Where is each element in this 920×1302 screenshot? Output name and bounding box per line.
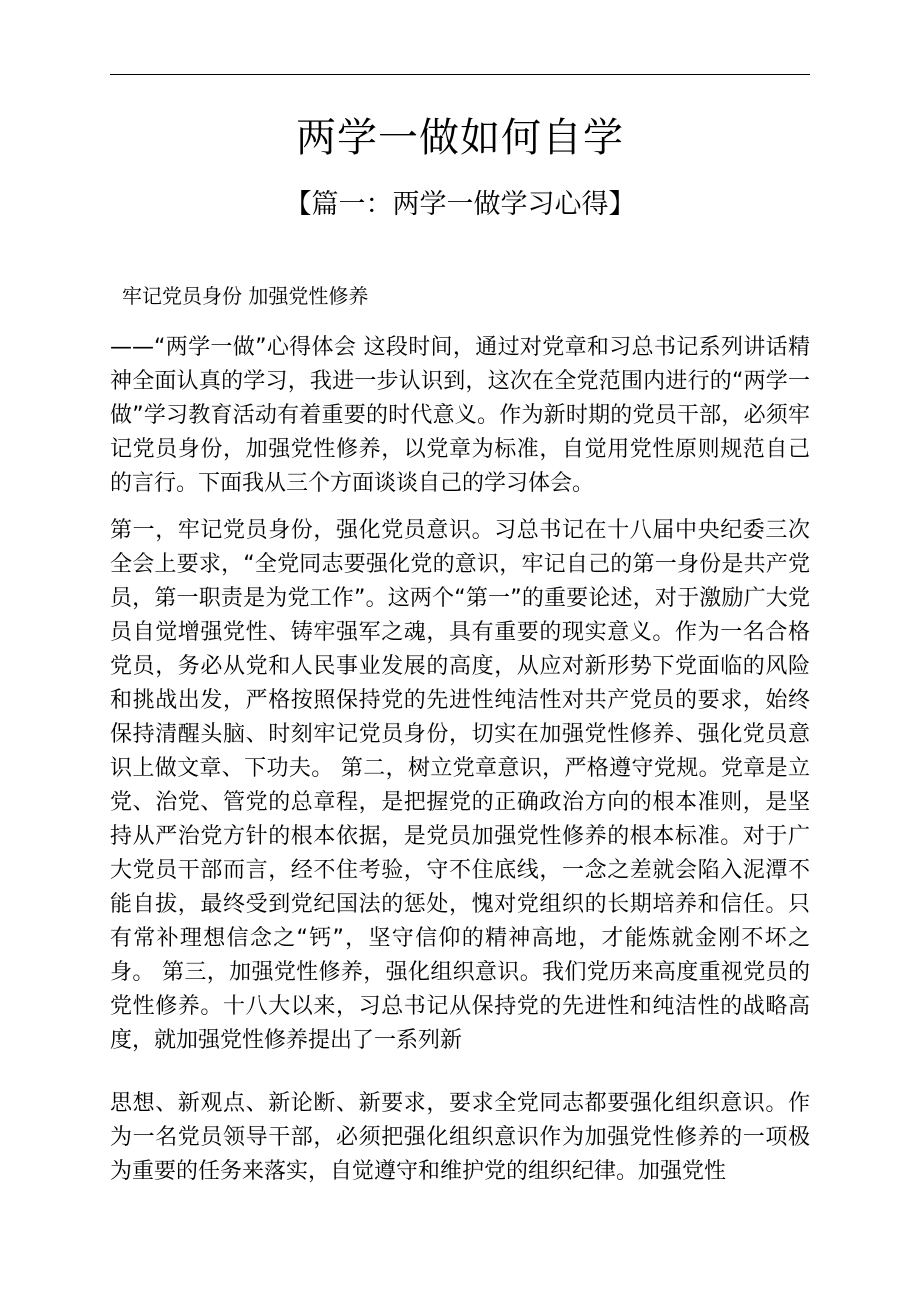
document-title: 两学一做如何自学 (296, 115, 624, 161)
document-subtitle: 【篇一：两学一做学习心得】 (284, 189, 636, 220)
body-paragraph-intro: ——“两学一做”心得体会 这段时间，通过对党章和习总书记系列讲话精神全面认真的学习，我进一步认识到，这次在全党范围内进行的“两学一做”学习教育活动有着重要的时代意义。作为新时期的党员干部，必须牢记党员身份，加强党性修养，以党章为标准，自觉用党性原则规范自己的言行。下面我从三个方面谈谈自己的学习体会。 (110, 335, 810, 496)
section-heading: 牢记党员身份 加强党性修养 (122, 284, 369, 308)
header-rule (110, 74, 810, 75)
body-paragraph-continued: 思想、新观点、新论断、新要求，要求全党同志都要强化组织意识。作为一名党员领导干部，必须把强化组织意识作为加强党性修养的一项极为重要的任务来落实，自觉遵守和维护党的组织纪律。加强党性 (110, 1091, 810, 1184)
body-paragraph-main: 第一，牢记党员身份，强化党员意识。习总书记在十八届中央纪委三次全会上要求，“全党同志要强化党的意识，牢记自己的第一身份是共产党员，第一职责是为党工作”。这两个“第一”的重要论述，对于激励广大党员自觉增强党性、铸牢强军之魂，具有重要的现实意义。作为一名合格党员，务必从党和人民事业发展的高度，从应对新形势下党面临的风险和挑战出发，严格按照保持党的先进性纯洁性对共产党员的要求，始终保持清醒头脑、时刻牢记党员身份，切实在加强党性修养、强化党员意识上做文章、下功夫。 第二，树立党章意识，严格遵守党规。党章是立党、治党、管党的总章程，是把握党的正确政治方向的根本准则，是坚持从严治党方针的根本依据，是党员加强党性修养的根本标准。对于广大党员干部而言，经不住考验，守不住底线，一念之差就会陷入泥潭不能自拔，最终受到党纪国法的惩处，愧对党组织的长期培养和信任。只有常补理想信念之“钙”，坚守信仰的精神高地，才能炼就金刚不坏之身。 第三，加强党性修养，强化组织意识。我们党历来高度重视党员的党性修养。十八大以来，习总书记从保持党的先进性和纯洁性的战略高度，就加强党性修养提出了一系列新 (110, 518, 810, 1053)
